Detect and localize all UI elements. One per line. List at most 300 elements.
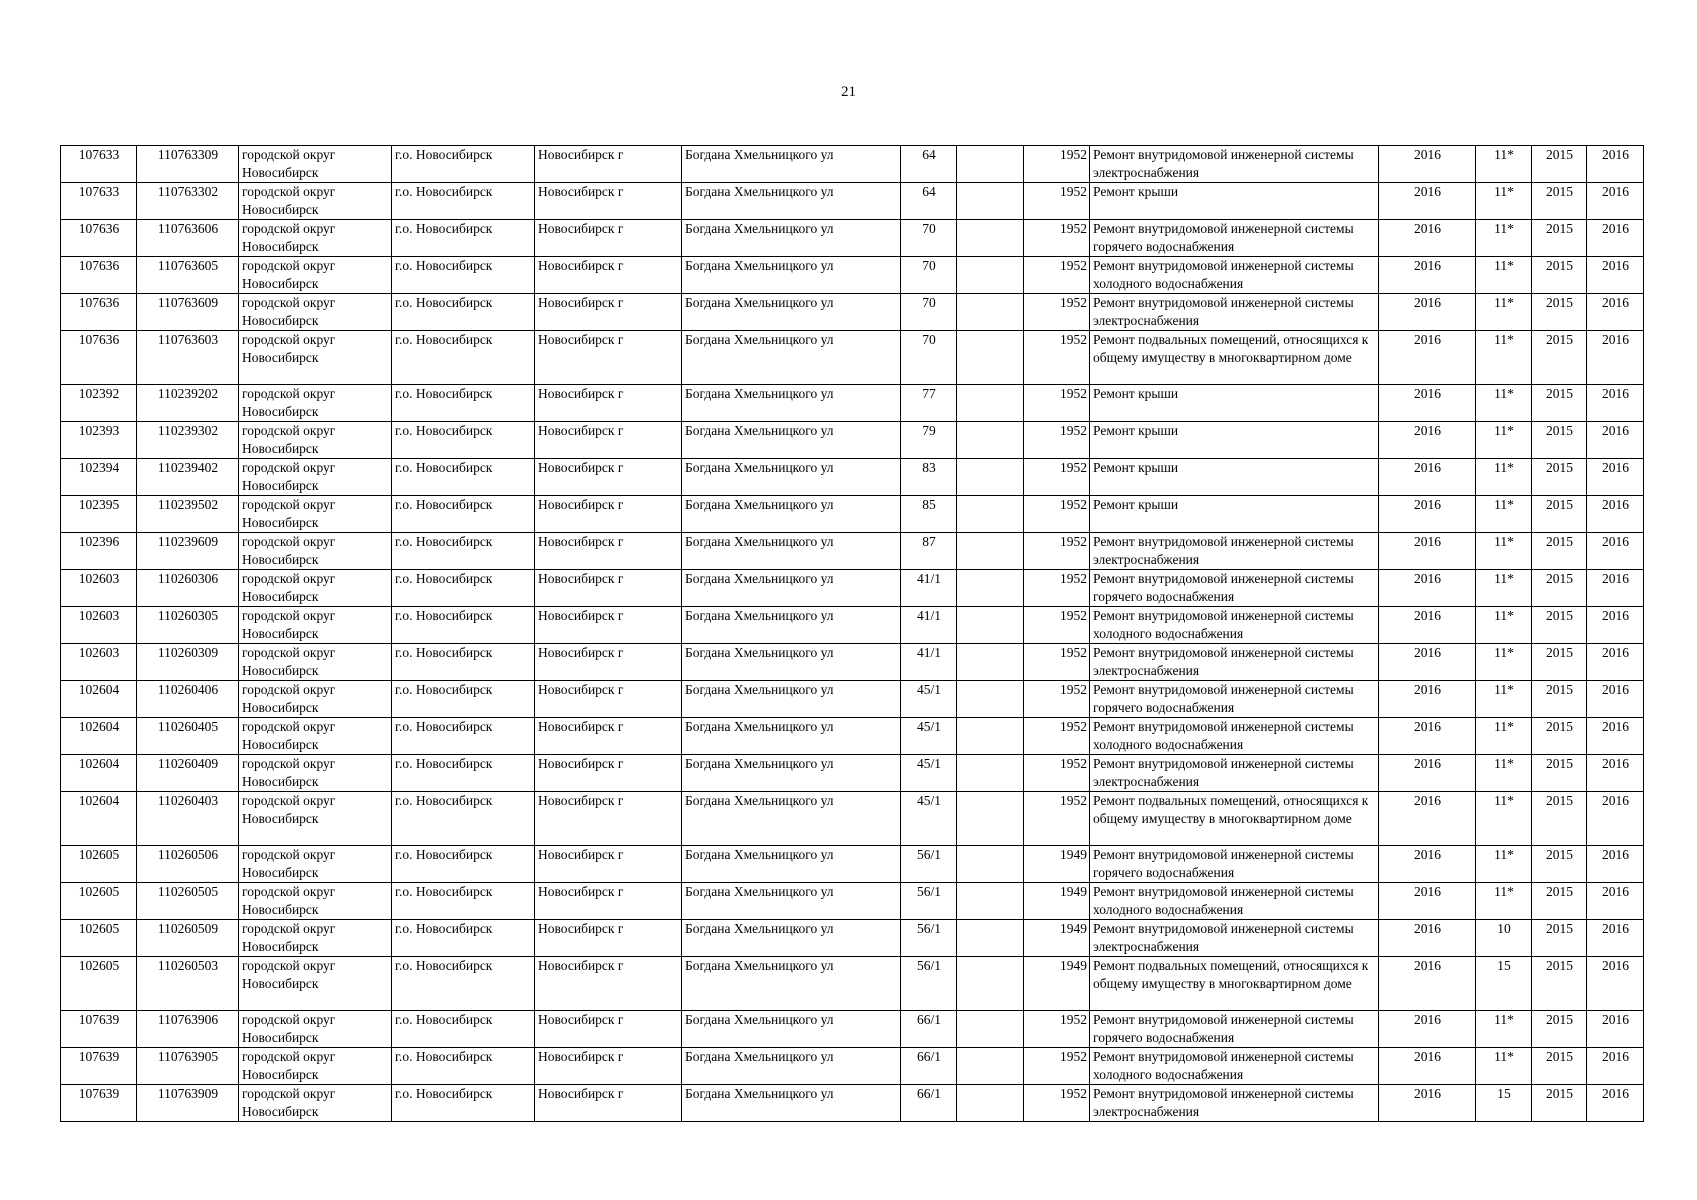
house-number-cell: 77 xyxy=(901,385,957,422)
norm-period-cell: 11* xyxy=(1476,183,1532,220)
norm-period-cell: 11* xyxy=(1476,496,1532,533)
work-type-cell: Ремонт внутридомовой инженерной системы холодного водоснабжения xyxy=(1090,1048,1379,1085)
year-built-cell: 1952 xyxy=(1024,422,1090,459)
year-end-cell: 2016 xyxy=(1587,607,1644,644)
house-id-cell: 102392 xyxy=(61,385,137,422)
norm-period-cell: 11* xyxy=(1476,146,1532,183)
planned-year-cell: 2016 xyxy=(1379,957,1476,1011)
building-cell xyxy=(957,681,1024,718)
year-start-cell: 2015 xyxy=(1532,718,1587,755)
house-number-cell: 87 xyxy=(901,533,957,570)
work-type-cell: Ремонт внутридомовой инженерной системы электроснабжения xyxy=(1090,533,1379,570)
building-cell xyxy=(957,294,1024,331)
house-id-cell: 107639 xyxy=(61,1085,137,1122)
building-cell xyxy=(957,570,1024,607)
municipality-cell: городской округ Новосибирск xyxy=(239,957,392,1011)
settlement-cell: Новосибирск г xyxy=(535,920,682,957)
year-start-cell: 2015 xyxy=(1532,846,1587,883)
item-code-cell: 110260403 xyxy=(137,792,239,846)
year-end-cell: 2016 xyxy=(1587,883,1644,920)
municipality-cell: городской округ Новосибирск xyxy=(239,607,392,644)
year-built-cell: 1952 xyxy=(1024,496,1090,533)
house-number-cell: 56/1 xyxy=(901,883,957,920)
planned-year-cell: 2016 xyxy=(1379,422,1476,459)
street-cell: Богдана Хмельницкого ул xyxy=(682,385,901,422)
year-end-cell: 2016 xyxy=(1587,146,1644,183)
table-row xyxy=(61,792,1644,846)
district-cell: г.о. Новосибирск xyxy=(392,681,535,718)
year-built-cell: 1952 xyxy=(1024,570,1090,607)
year-end-cell: 2016 xyxy=(1587,183,1644,220)
work-type-cell: Ремонт внутридомовой инженерной системы холодного водоснабжения xyxy=(1090,257,1379,294)
street-cell: Богдана Хмельницкого ул xyxy=(682,220,901,257)
district-cell: г.о. Новосибирск xyxy=(392,1085,535,1122)
year-built-cell: 1952 xyxy=(1024,146,1090,183)
norm-period-cell: 11* xyxy=(1476,1048,1532,1085)
work-type-cell: Ремонт внутридомовой инженерной системы холодного водоснабжения xyxy=(1090,718,1379,755)
house-number-cell: 70 xyxy=(901,294,957,331)
house-number-cell: 83 xyxy=(901,459,957,496)
building-cell xyxy=(957,331,1024,385)
table-row xyxy=(61,220,1644,257)
item-code-cell: 110260503 xyxy=(137,957,239,1011)
planned-year-cell: 2016 xyxy=(1379,755,1476,792)
work-type-cell: Ремонт внутридомовой инженерной системы электроснабжения xyxy=(1090,294,1379,331)
table-row xyxy=(61,294,1644,331)
year-end-cell: 2016 xyxy=(1587,570,1644,607)
house-number-cell: 41/1 xyxy=(901,607,957,644)
year-start-cell: 2015 xyxy=(1532,146,1587,183)
work-type-cell: Ремонт крыши xyxy=(1090,496,1379,533)
district-cell: г.о. Новосибирск xyxy=(392,257,535,294)
item-code-cell: 110260305 xyxy=(137,607,239,644)
settlement-cell: Новосибирск г xyxy=(535,257,682,294)
house-id-cell: 107636 xyxy=(61,257,137,294)
house-number-cell: 56/1 xyxy=(901,957,957,1011)
house-id-cell: 107633 xyxy=(61,183,137,220)
settlement-cell: Новосибирск г xyxy=(535,681,682,718)
house-id-cell: 102396 xyxy=(61,533,137,570)
municipality-cell: городской округ Новосибирск xyxy=(239,1048,392,1085)
year-start-cell: 2015 xyxy=(1532,496,1587,533)
street-cell: Богдана Хмельницкого ул xyxy=(682,681,901,718)
house-number-cell: 70 xyxy=(901,331,957,385)
norm-period-cell: 11* xyxy=(1476,220,1532,257)
work-type-cell: Ремонт внутридомовой инженерной системы электроснабжения xyxy=(1090,1085,1379,1122)
work-type-cell: Ремонт внутридомовой инженерной системы электроснабжения xyxy=(1090,920,1379,957)
planned-year-cell: 2016 xyxy=(1379,496,1476,533)
settlement-cell: Новосибирск г xyxy=(535,1011,682,1048)
planned-year-cell: 2016 xyxy=(1379,681,1476,718)
year-start-cell: 2015 xyxy=(1532,331,1587,385)
municipality-cell: городской округ Новосибирск xyxy=(239,792,392,846)
year-start-cell: 2015 xyxy=(1532,183,1587,220)
year-start-cell: 2015 xyxy=(1532,1085,1587,1122)
table-row xyxy=(61,1011,1644,1048)
building-cell xyxy=(957,957,1024,1011)
year-end-cell: 2016 xyxy=(1587,755,1644,792)
year-built-cell: 1949 xyxy=(1024,957,1090,1011)
building-cell xyxy=(957,1011,1024,1048)
building-cell xyxy=(957,183,1024,220)
settlement-cell: Новосибирск г xyxy=(535,183,682,220)
item-code-cell: 110763909 xyxy=(137,1085,239,1122)
settlement-cell: Новосибирск г xyxy=(535,792,682,846)
settlement-cell: Новосибирск г xyxy=(535,146,682,183)
house-id-cell: 102395 xyxy=(61,496,137,533)
year-start-cell: 2015 xyxy=(1532,422,1587,459)
house-number-cell: 66/1 xyxy=(901,1085,957,1122)
house-id-cell: 107633 xyxy=(61,146,137,183)
norm-period-cell: 11* xyxy=(1476,883,1532,920)
house-id-cell: 102605 xyxy=(61,883,137,920)
municipality-cell: городской округ Новосибирск xyxy=(239,846,392,883)
year-built-cell: 1952 xyxy=(1024,792,1090,846)
building-cell xyxy=(957,1048,1024,1085)
settlement-cell: Новосибирск г xyxy=(535,570,682,607)
house-number-cell: 79 xyxy=(901,422,957,459)
building-cell xyxy=(957,883,1024,920)
street-cell: Богдана Хмельницкого ул xyxy=(682,496,901,533)
street-cell: Богдана Хмельницкого ул xyxy=(682,607,901,644)
planned-year-cell: 2016 xyxy=(1379,257,1476,294)
municipality-cell: городской округ Новосибирск xyxy=(239,883,392,920)
table-row xyxy=(61,146,1644,183)
street-cell: Богдана Хмельницкого ул xyxy=(682,183,901,220)
street-cell: Богдана Хмельницкого ул xyxy=(682,570,901,607)
building-cell xyxy=(957,533,1024,570)
street-cell: Богдана Хмельницкого ул xyxy=(682,533,901,570)
district-cell: г.о. Новосибирск xyxy=(392,1048,535,1085)
item-code-cell: 110763606 xyxy=(137,220,239,257)
district-cell: г.о. Новосибирск xyxy=(392,607,535,644)
item-code-cell: 110763905 xyxy=(137,1048,239,1085)
year-built-cell: 1952 xyxy=(1024,681,1090,718)
work-type-cell: Ремонт крыши xyxy=(1090,422,1379,459)
building-cell xyxy=(957,607,1024,644)
municipality-cell: городской округ Новосибирск xyxy=(239,496,392,533)
planned-year-cell: 2016 xyxy=(1379,792,1476,846)
building-cell xyxy=(957,644,1024,681)
house-id-cell: 102605 xyxy=(61,957,137,1011)
planned-year-cell: 2016 xyxy=(1379,718,1476,755)
planned-year-cell: 2016 xyxy=(1379,920,1476,957)
year-built-cell: 1952 xyxy=(1024,1011,1090,1048)
street-cell: Богдана Хмельницкого ул xyxy=(682,146,901,183)
district-cell: г.о. Новосибирск xyxy=(392,755,535,792)
year-end-cell: 2016 xyxy=(1587,385,1644,422)
house-number-cell: 66/1 xyxy=(901,1011,957,1048)
house-number-cell: 41/1 xyxy=(901,644,957,681)
house-number-cell: 56/1 xyxy=(901,846,957,883)
district-cell: г.о. Новосибирск xyxy=(392,718,535,755)
street-cell: Богдана Хмельницкого ул xyxy=(682,644,901,681)
house-number-cell: 45/1 xyxy=(901,718,957,755)
street-cell: Богдана Хмельницкого ул xyxy=(682,883,901,920)
house-number-cell: 41/1 xyxy=(901,570,957,607)
street-cell: Богдана Хмельницкого ул xyxy=(682,718,901,755)
item-code-cell: 110239402 xyxy=(137,459,239,496)
year-end-cell: 2016 xyxy=(1587,220,1644,257)
street-cell: Богдана Хмельницкого ул xyxy=(682,792,901,846)
settlement-cell: Новосибирск г xyxy=(535,644,682,681)
item-code-cell: 110260506 xyxy=(137,846,239,883)
item-code-cell: 110763609 xyxy=(137,294,239,331)
year-built-cell: 1952 xyxy=(1024,220,1090,257)
work-type-cell: Ремонт крыши xyxy=(1090,459,1379,496)
house-number-cell: 56/1 xyxy=(901,920,957,957)
district-cell: г.о. Новосибирск xyxy=(392,792,535,846)
planned-year-cell: 2016 xyxy=(1379,146,1476,183)
repair-register-table xyxy=(60,145,1644,1122)
street-cell: Богдана Хмельницкого ул xyxy=(682,846,901,883)
norm-period-cell: 11* xyxy=(1476,570,1532,607)
house-id-cell: 107639 xyxy=(61,1048,137,1085)
planned-year-cell: 2016 xyxy=(1379,883,1476,920)
table-row xyxy=(61,496,1644,533)
municipality-cell: городской округ Новосибирск xyxy=(239,644,392,681)
district-cell: г.о. Новосибирск xyxy=(392,220,535,257)
building-cell xyxy=(957,755,1024,792)
year-start-cell: 2015 xyxy=(1532,681,1587,718)
year-built-cell: 1949 xyxy=(1024,846,1090,883)
norm-period-cell: 11* xyxy=(1476,294,1532,331)
item-code-cell: 110260409 xyxy=(137,755,239,792)
norm-period-cell: 11* xyxy=(1476,607,1532,644)
planned-year-cell: 2016 xyxy=(1379,846,1476,883)
street-cell: Богдана Хмельницкого ул xyxy=(682,920,901,957)
planned-year-cell: 2016 xyxy=(1379,1048,1476,1085)
table-row xyxy=(61,183,1644,220)
building-cell xyxy=(957,718,1024,755)
municipality-cell: городской округ Новосибирск xyxy=(239,459,392,496)
item-code-cell: 110763605 xyxy=(137,257,239,294)
house-number-cell: 64 xyxy=(901,183,957,220)
settlement-cell: Новосибирск г xyxy=(535,220,682,257)
table-row xyxy=(61,644,1644,681)
work-type-cell: Ремонт внутридомовой инженерной системы горячего водоснабжения xyxy=(1090,1011,1379,1048)
street-cell: Богдана Хмельницкого ул xyxy=(682,957,901,1011)
municipality-cell: городской округ Новосибирск xyxy=(239,1085,392,1122)
work-type-cell: Ремонт внутридомовой инженерной системы горячего водоснабжения xyxy=(1090,220,1379,257)
district-cell: г.о. Новосибирск xyxy=(392,422,535,459)
norm-period-cell: 11* xyxy=(1476,331,1532,385)
building-cell xyxy=(957,1085,1024,1122)
district-cell: г.о. Новосибирск xyxy=(392,570,535,607)
norm-period-cell: 11* xyxy=(1476,385,1532,422)
settlement-cell: Новосибирск г xyxy=(535,1048,682,1085)
table-row xyxy=(61,1085,1644,1122)
norm-period-cell: 15 xyxy=(1476,1085,1532,1122)
street-cell: Богдана Хмельницкого ул xyxy=(682,294,901,331)
year-end-cell: 2016 xyxy=(1587,257,1644,294)
house-id-cell: 102393 xyxy=(61,422,137,459)
item-code-cell: 110763603 xyxy=(137,331,239,385)
house-id-cell: 102604 xyxy=(61,681,137,718)
settlement-cell: Новосибирск г xyxy=(535,755,682,792)
planned-year-cell: 2016 xyxy=(1379,220,1476,257)
year-end-cell: 2016 xyxy=(1587,459,1644,496)
district-cell: г.о. Новосибирск xyxy=(392,385,535,422)
year-start-cell: 2015 xyxy=(1532,1011,1587,1048)
norm-period-cell: 10 xyxy=(1476,920,1532,957)
item-code-cell: 110239502 xyxy=(137,496,239,533)
street-cell: Богдана Хмельницкого ул xyxy=(682,1048,901,1085)
work-type-cell: Ремонт внутридомовой инженерной системы электроснабжения xyxy=(1090,146,1379,183)
year-start-cell: 2015 xyxy=(1532,385,1587,422)
settlement-cell: Новосибирск г xyxy=(535,846,682,883)
municipality-cell: городской округ Новосибирск xyxy=(239,1011,392,1048)
municipality-cell: городской округ Новосибирск xyxy=(239,183,392,220)
house-id-cell: 102603 xyxy=(61,570,137,607)
work-type-cell: Ремонт внутридомовой инженерной системы холодного водоснабжения xyxy=(1090,883,1379,920)
planned-year-cell: 2016 xyxy=(1379,1085,1476,1122)
year-end-cell: 2016 xyxy=(1587,1011,1644,1048)
work-type-cell: Ремонт внутридомовой инженерной системы электроснабжения xyxy=(1090,644,1379,681)
house-number-cell: 45/1 xyxy=(901,681,957,718)
year-end-cell: 2016 xyxy=(1587,846,1644,883)
planned-year-cell: 2016 xyxy=(1379,331,1476,385)
work-type-cell: Ремонт внутридомовой инженерной системы холодного водоснабжения xyxy=(1090,607,1379,644)
table-row xyxy=(61,607,1644,644)
norm-period-cell: 11* xyxy=(1476,755,1532,792)
district-cell: г.о. Новосибирск xyxy=(392,644,535,681)
year-built-cell: 1952 xyxy=(1024,183,1090,220)
district-cell: г.о. Новосибирск xyxy=(392,183,535,220)
year-end-cell: 2016 xyxy=(1587,792,1644,846)
building-cell xyxy=(957,846,1024,883)
year-built-cell: 1952 xyxy=(1024,459,1090,496)
house-id-cell: 102604 xyxy=(61,792,137,846)
district-cell: г.о. Новосибирск xyxy=(392,146,535,183)
year-built-cell: 1952 xyxy=(1024,294,1090,331)
year-end-cell: 2016 xyxy=(1587,681,1644,718)
item-code-cell: 110260309 xyxy=(137,644,239,681)
table-row xyxy=(61,755,1644,792)
work-type-cell: Ремонт подвальных помещений, относящихся к общему имуществу в многоквартирном доме xyxy=(1090,957,1379,1011)
table-row xyxy=(61,533,1644,570)
municipality-cell: городской округ Новосибирск xyxy=(239,681,392,718)
item-code-cell: 110763309 xyxy=(137,146,239,183)
municipality-cell: городской округ Новосибирск xyxy=(239,755,392,792)
house-number-cell: 66/1 xyxy=(901,1048,957,1085)
item-code-cell: 110239202 xyxy=(137,385,239,422)
settlement-cell: Новосибирск г xyxy=(535,496,682,533)
item-code-cell: 110260406 xyxy=(137,681,239,718)
year-end-cell: 2016 xyxy=(1587,294,1644,331)
building-cell xyxy=(957,422,1024,459)
item-code-cell: 110260405 xyxy=(137,718,239,755)
year-end-cell: 2016 xyxy=(1587,331,1644,385)
item-code-cell: 110763906 xyxy=(137,1011,239,1048)
item-code-cell: 110239302 xyxy=(137,422,239,459)
work-type-cell: Ремонт подвальных помещений, относящихся к общему имуществу в многоквартирном доме xyxy=(1090,331,1379,385)
house-id-cell: 102394 xyxy=(61,459,137,496)
house-number-cell: 45/1 xyxy=(901,792,957,846)
house-id-cell: 107636 xyxy=(61,331,137,385)
work-type-cell: Ремонт внутридомовой инженерной системы горячего водоснабжения xyxy=(1090,846,1379,883)
year-start-cell: 2015 xyxy=(1532,533,1587,570)
house-number-cell: 70 xyxy=(901,257,957,294)
house-id-cell: 102604 xyxy=(61,755,137,792)
municipality-cell: городской округ Новосибирск xyxy=(239,294,392,331)
planned-year-cell: 2016 xyxy=(1379,570,1476,607)
norm-period-cell: 11* xyxy=(1476,533,1532,570)
planned-year-cell: 2016 xyxy=(1379,459,1476,496)
year-start-cell: 2015 xyxy=(1532,792,1587,846)
street-cell: Богдана Хмельницкого ул xyxy=(682,755,901,792)
street-cell: Богдана Хмельницкого ул xyxy=(682,422,901,459)
year-built-cell: 1952 xyxy=(1024,755,1090,792)
municipality-cell: городской округ Новосибирск xyxy=(239,422,392,459)
house-id-cell: 102603 xyxy=(61,644,137,681)
street-cell: Богдана Хмельницкого ул xyxy=(682,1011,901,1048)
district-cell: г.о. Новосибирск xyxy=(392,459,535,496)
district-cell: г.о. Новосибирск xyxy=(392,533,535,570)
building-cell xyxy=(957,459,1024,496)
year-built-cell: 1952 xyxy=(1024,607,1090,644)
year-end-cell: 2016 xyxy=(1587,496,1644,533)
year-built-cell: 1952 xyxy=(1024,718,1090,755)
year-start-cell: 2015 xyxy=(1532,607,1587,644)
year-start-cell: 2015 xyxy=(1532,257,1587,294)
work-type-cell: Ремонт внутридомовой инженерной системы горячего водоснабжения xyxy=(1090,570,1379,607)
table-row xyxy=(61,570,1644,607)
table-row xyxy=(61,883,1644,920)
house-number-cell: 64 xyxy=(901,146,957,183)
year-start-cell: 2015 xyxy=(1532,459,1587,496)
year-built-cell: 1952 xyxy=(1024,1085,1090,1122)
municipality-cell: городской округ Новосибирск xyxy=(239,331,392,385)
planned-year-cell: 2016 xyxy=(1379,533,1476,570)
settlement-cell: Новосибирск г xyxy=(535,331,682,385)
house-number-cell: 45/1 xyxy=(901,755,957,792)
house-id-cell: 102604 xyxy=(61,718,137,755)
settlement-cell: Новосибирск г xyxy=(535,533,682,570)
table-body xyxy=(61,146,1644,1122)
district-cell: г.о. Новосибирск xyxy=(392,294,535,331)
settlement-cell: Новосибирск г xyxy=(535,1085,682,1122)
year-start-cell: 2015 xyxy=(1532,957,1587,1011)
building-cell xyxy=(957,792,1024,846)
building-cell xyxy=(957,146,1024,183)
year-built-cell: 1952 xyxy=(1024,257,1090,294)
building-cell xyxy=(957,220,1024,257)
table-row xyxy=(61,385,1644,422)
planned-year-cell: 2016 xyxy=(1379,644,1476,681)
planned-year-cell: 2016 xyxy=(1379,1011,1476,1048)
municipality-cell: городской округ Новосибирск xyxy=(239,570,392,607)
item-code-cell: 110239609 xyxy=(137,533,239,570)
house-id-cell: 102603 xyxy=(61,607,137,644)
district-cell: г.о. Новосибирск xyxy=(392,883,535,920)
street-cell: Богдана Хмельницкого ул xyxy=(682,331,901,385)
norm-period-cell: 15 xyxy=(1476,957,1532,1011)
work-type-cell: Ремонт внутридомовой инженерной системы электроснабжения xyxy=(1090,755,1379,792)
table-row xyxy=(61,957,1644,1011)
item-code-cell: 110260306 xyxy=(137,570,239,607)
house-id-cell: 107636 xyxy=(61,220,137,257)
building-cell xyxy=(957,496,1024,533)
settlement-cell: Новосибирск г xyxy=(535,957,682,1011)
planned-year-cell: 2016 xyxy=(1379,607,1476,644)
year-end-cell: 2016 xyxy=(1587,718,1644,755)
year-end-cell: 2016 xyxy=(1587,1048,1644,1085)
year-built-cell: 1952 xyxy=(1024,331,1090,385)
year-start-cell: 2015 xyxy=(1532,644,1587,681)
year-end-cell: 2016 xyxy=(1587,422,1644,459)
settlement-cell: Новосибирск г xyxy=(535,718,682,755)
